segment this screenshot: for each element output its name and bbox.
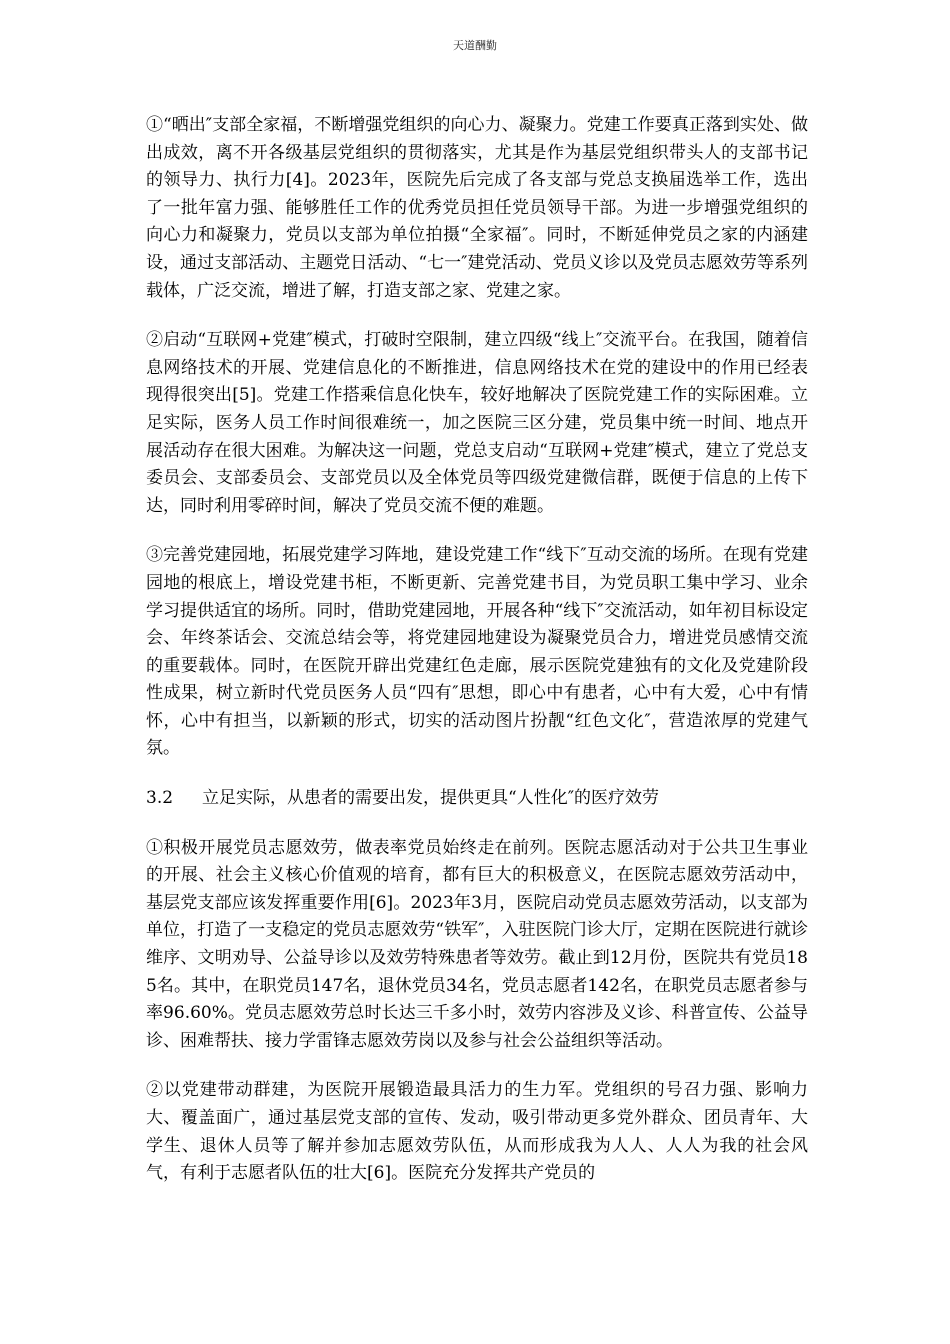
paragraph-party-garden: ③完善党建园地，拓展党建学习阵地，建设党建工作“线下″互动交流的场所。在现有党建园地的根底上，增设党建书柜，不断更新、完善党建书目，为党员职工集中学习、业余学习提供适宜的场所。同时，借助党建园地，开展各种“线下″交流活动，如年初目标设定会、年终茶话会、交流总结会等，将党建园地建设为凝聚党员合力，增进党员感情交流的重要载体。同时，在医院开辟出党建红色走廊，展示医院党建独有的文化及党建阶段性成果，树立新时代党员医务人员“四有″思想，即心中有患者，心中有大爱，心中有情怀，心中有担当，以新颖的形式，切实的活动图片扮靓“红色文化″，营造浓厚的党建气氛。 [146,545,808,759]
paragraph-internet-party: ②启动“互联网+党建″模式，打破时空限制，建立四级“线上″交流平台。在我国，随着信息网络技术的开展、党建信息化的不断推进，信息网络技术在党的建设中的作用已经表现得很突出[5]。党建工作搭乘信息化快车，较好地解决了医院党建工作的实际困难。立足实际，医务人员工作时间很难统一，加之医院三区分建，党员集中统一时间、地点开展活动存在很大困难。为解决这一问题，党总支启动“互联网+党建″模式，建立了党总支委员会、支部委员会、支部党员以及全体党员等四级党建微信群，既便于信息的上传下达，同时利用零碎时间，解决了党员交流不便的难题。 [146,330,808,516]
section-heading [146,785,808,813]
paragraph-party-leads-groups: ②以党建带动群建，为医院开展锻造最具活力的生力军。党组织的号召力强、影响力大、覆盖面广，通过基层党支部的宣传、发动，吸引带动更多党外群众、团员青年、大学生、退休人员等了解并参加志愿效劳队伍，从而形成我为人人、人人为我的社会风气，有利于志愿者队伍的壮大[6]。医院充分发挥共产党员的 [146,1080,808,1184]
page-header: 天道酬勤 [453,39,497,52]
paragraph-family-photo: ①“晒出″支部全家福，不断增强党组织的向心力、凝聚力。党建工作要真正落到实处、做出成效，离不开各级基层党组织的贯彻落实，尤其是作为基层党组织带头人的支部书记的领导力、执行力[4]。2023年，医院先后完成了各支部与党总支换届选举工作，选出了一批年富力强、能够胜任工作的优秀党员担任党员领导干部。为进一步增强党组织的向心力和凝聚力，党员以支部为单位拍摄“全家福″。同时，不断延伸党员之家的内涵建设，通过支部活动、主题党日活动、“七一″建党活动、党员义诊以及党员志愿效劳等系列载体，广泛交流，增进了解，打造支部之家、党建之家。 [146,115,808,301]
section-title: 立足实际，从患者的需要出发，提供更具“人性化″的医疗效劳 [202,788,660,809]
section-number: 3.2 [146,788,174,809]
paragraph-volunteer-service: ①积极开展党员志愿效劳，做表率党员始终走在前列。医院志愿活动对于公共卫生事业的开展、社会主义核心价值观的培育，都有巨大的积极意义，在医院志愿效劳活动中，基层党支部应该发挥重要作用[6]。2023年3月，医院启动党员志愿效劳活动，以支部为单位，打造了一支稳定的党员志愿效劳“铁军″，入驻医院门诊大厅，定期在医院进行就诊维序、文明劝导、公益导诊以及效劳特殊患者等效劳。截止到12月份，医院共有党员185名。其中，在职党员147名，退休党员34名，党员志愿者142名，在职党员志愿者参与率96.60%。党员志愿效劳总时长达三千多小时，效劳内容涉及义诊、科普宣传、公益导诊、困难帮扶、接力学雷锋志愿效劳岗以及参与社会公益组织等活动。 [146,837,808,1051]
document-body [146,112,808,1210]
